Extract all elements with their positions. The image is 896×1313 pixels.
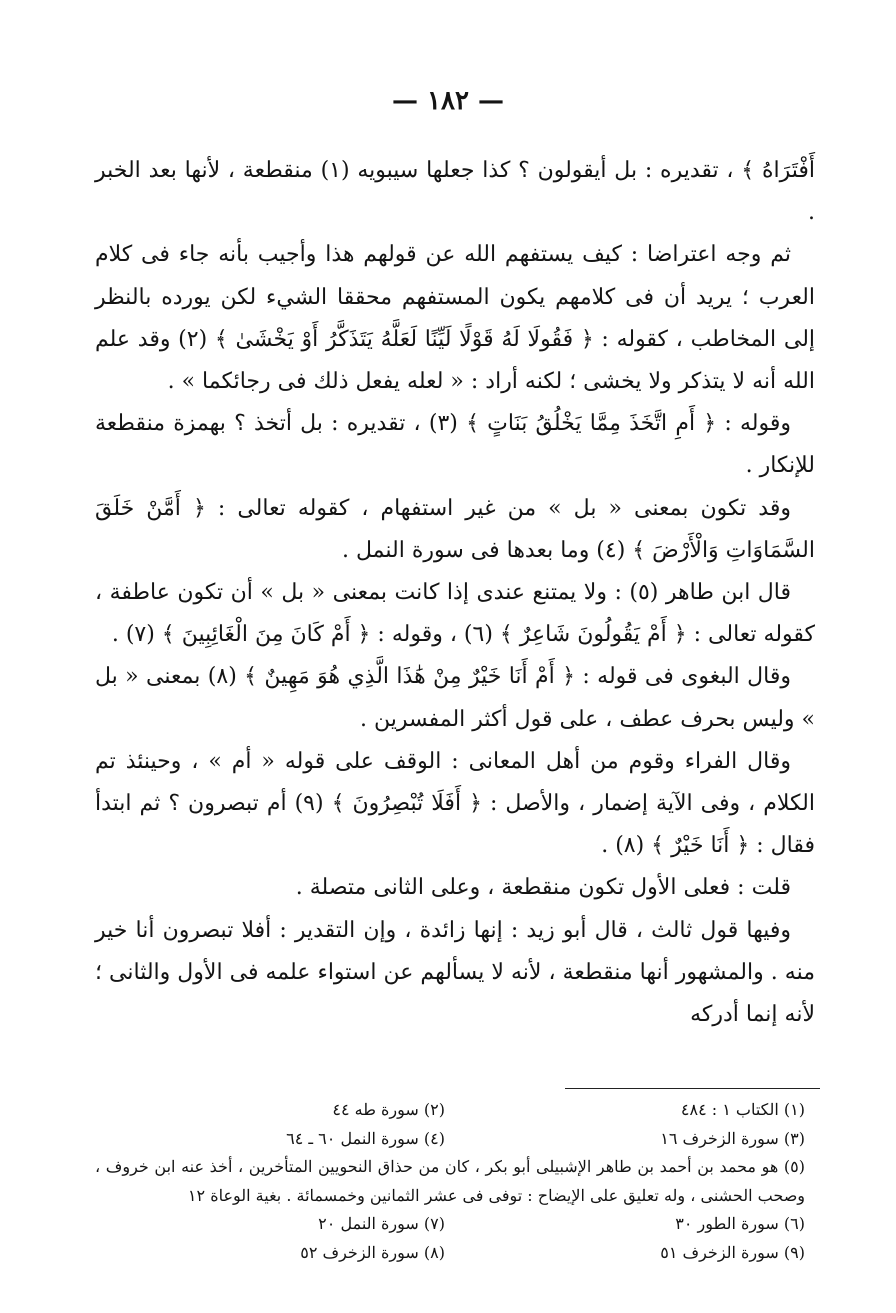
paragraph: وفيها قول ثالث ، قال أبو زيد : إنها زائدة ، وإن التقدير : أفلا تبصرون أنا خير منه . والمشهور أنها منقطعة ، لأنه لا يسألهم عن استواء علمه فى الأول والثانى ؛ لأنه إنما أدركه xyxy=(95,917,815,1028)
footnote-row xyxy=(95,1210,815,1239)
footnote-row xyxy=(95,1125,815,1154)
footnote: (٨) سورة الزخرف ٥٢ xyxy=(300,1242,445,1262)
footnote-row xyxy=(95,1239,815,1268)
footnotes xyxy=(95,1096,815,1267)
page-number: — ١٨٢ — xyxy=(391,86,505,116)
main-text xyxy=(95,150,815,1036)
paragraph: أَفْتَرَاهُ ﴾ ، تقديره : بل أيقولون ؟ كذا جعلها سيبويه (١) منقطعة ، لأنها بعد الخبر . xyxy=(95,158,815,226)
paragraph: قلت : فعلى الأول تكون منقطعة ، وعلى الثانى متصلة . xyxy=(295,875,791,901)
footnote: (١) الكتاب ١ : ٤٨٤ xyxy=(680,1100,805,1119)
footnote: (٥) هو محمد بن أحمد بن طاهر الإشبيلى أبو بكر ، كان من حذاق النحويين المتأخرين ، أخذ عنه ابن خروف ، وصحب الحشنى ، وله تعليق على الإيضاح : توفى فى عشر الثمانين وخمسمائة . بغية الوعاة ١٢ xyxy=(95,1157,805,1205)
footnote-separator xyxy=(565,1088,820,1089)
footnote: (٤) سورة النمل ٦٠ ـ ٦٤ xyxy=(286,1128,445,1148)
paragraph: وقال البغوى فى قوله : ﴿ أَمْ أَنَا خَيْرٌ مِنْ هَٰذَا الَّذِي هُوَ مَهِينٌ ﴾ (٨) بمعنى « بل » وليس بحرف عطف ، على قول أكثر المفسرين . xyxy=(95,664,815,732)
paragraph: وقال الفراء وقوم من أهل المعانى : الوقف على قوله « أم » ، وحينئذ تم الكلام ، وفى الآية إضمار ، والأصل : ﴿ أَفَلَا تُبْصِرُونَ ﴾ (٩) أم تبصرون ؟ ثم ابتدأ فقال : ﴿ أَنَا خَيْرٌ ﴾ (٨) . xyxy=(95,748,815,859)
paragraph: قال ابن طاهر (٥) : ولا يمتنع عندى إذا كانت بمعنى « بل » أن تكون عاطفة ، كقوله تعالى : ﴿ أَمْ يَقُولُونَ شَاعِرٌ ﴾ (٦) ، وقوله : ﴿ أَمْ كَانَ مِنَ الْغَائِبِينَ ﴾ (٧) . xyxy=(95,580,815,648)
footnote: (٧) سورة النمل ٢٠ xyxy=(318,1214,445,1233)
footnote: (٣) سورة الزخرف ١٦ xyxy=(660,1128,805,1148)
footnote-row xyxy=(95,1096,815,1125)
footnote: (٢) سورة طه ٤٤ xyxy=(332,1100,445,1119)
paragraph: وقد تكون بمعنى « بل » من غير استفهام ، كقوله تعالى : ﴿ أَمَّنْ خَلَقَ السَّمَاوَاتِ وَالْأَرْضَ ﴾ (٤) وما بعدها فى سورة النمل . xyxy=(95,495,815,563)
footnote: (٦) سورة الطور ٣٠ xyxy=(675,1214,805,1233)
paragraph: وقوله : ﴿ أَمِ اتَّخَذَ مِمَّا يَخْلُقُ بَنَاتٍ ﴾ (٣) ، تقديره : بل أتخذ ؟ بهمزة منقطعة للإنكار . xyxy=(95,411,815,479)
paragraph: ثم وجه اعتراضا : كيف يستفهم الله عن قولهم هذا وأجيب بأنه جاء فى كلام العرب ؛ يريد أن فى كلامهم يكون المستفهم محققا الشيء لكن يورده بالنظر إلى المخاطب ، كقوله : ﴿ فَقُولَا لَهُ قَوْلًا لَيِّنًا لَعَلَّهُ يَتَذَكَّرُ أَوْ يَخْشَىٰ ﴾ (٢) وقد علم الله أنه لا يتذكر ولا يخشى ؛ لكنه أراد : « لعله يفعل ذلك فى رجائكما » . xyxy=(95,242,816,395)
footnote: (٩) سورة الزخرف ٥١ xyxy=(660,1242,805,1262)
